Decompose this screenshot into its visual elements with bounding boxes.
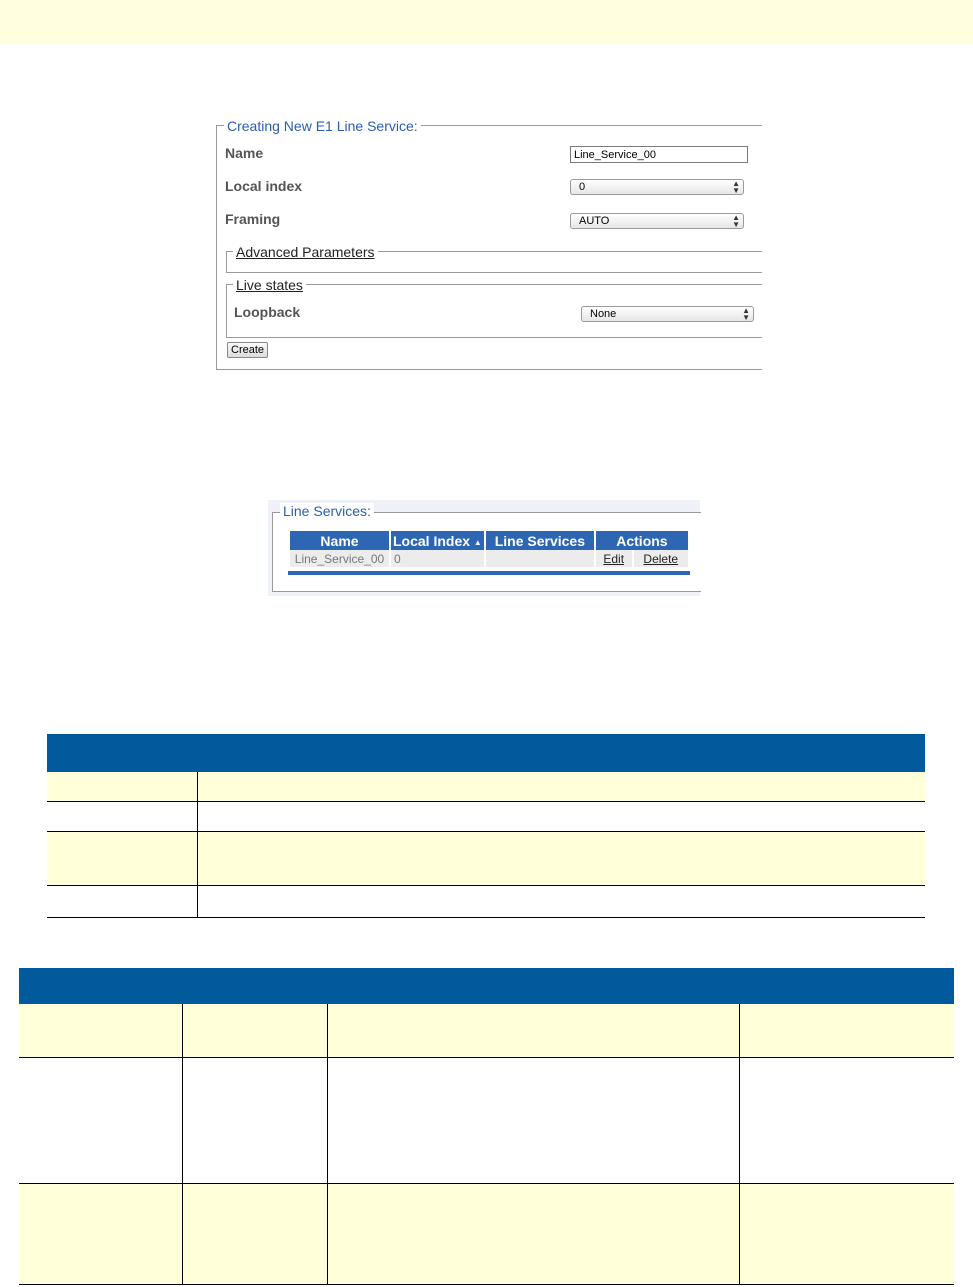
loopback-label: Loopback xyxy=(234,304,301,320)
create-line-service-screenshot xyxy=(213,112,761,370)
table-header-cell xyxy=(19,968,182,1004)
page-header-band xyxy=(0,0,973,44)
column-header-local-index[interactable]: Local Index ▲ xyxy=(393,532,482,549)
local-index-value: 0 xyxy=(579,181,586,193)
select-arrows-icon: ▲ ▼ xyxy=(732,179,740,195)
parameters-table xyxy=(47,734,925,918)
table-header-cell xyxy=(182,968,327,1004)
table-row xyxy=(47,886,925,918)
select-arrows-icon: ▲ ▼ xyxy=(742,306,750,322)
row-line-services xyxy=(486,550,594,567)
sort-ascending-icon: ▲ xyxy=(473,537,482,547)
table-row xyxy=(19,1004,954,1058)
framing-value: AUTO xyxy=(579,215,610,227)
row-name: Line_Service_00 xyxy=(290,550,389,567)
framing-label: Framing xyxy=(225,211,281,227)
row-local-index: 0 xyxy=(391,550,484,567)
edit-link[interactable]: Edit xyxy=(596,550,632,567)
advanced-parameters-legend[interactable]: Advanced Parameters xyxy=(233,244,378,260)
column-header-actions: Actions xyxy=(596,531,688,550)
table-header-cell xyxy=(739,968,954,1004)
line-services-table xyxy=(288,531,690,567)
local-index-select[interactable] xyxy=(570,179,744,195)
details-table xyxy=(19,968,954,1285)
create-button[interactable]: Create xyxy=(227,342,268,358)
table-header-cell xyxy=(327,968,739,1004)
framing-select[interactable] xyxy=(570,213,744,229)
table-row xyxy=(19,1184,954,1285)
delete-link[interactable]: Delete xyxy=(634,550,688,567)
table-row xyxy=(47,772,925,802)
table-row xyxy=(47,802,925,832)
column-header-line-services[interactable]: Line Services xyxy=(486,531,594,550)
loopback-select[interactable] xyxy=(581,306,754,322)
line-services-screenshot xyxy=(268,500,700,596)
column-header-name[interactable]: Name xyxy=(290,531,389,550)
loopback-value: None xyxy=(590,308,617,320)
line-services-legend: Line Services: xyxy=(280,503,374,519)
table-row xyxy=(19,1058,954,1184)
live-states-legend[interactable]: Live states xyxy=(233,277,306,293)
name-label: Name xyxy=(225,145,264,161)
name-input[interactable] xyxy=(570,146,748,163)
select-arrows-icon: ▲ ▼ xyxy=(732,213,740,229)
create-line-service-legend: Creating New E1 Line Service: xyxy=(224,118,421,134)
table-footer-bar xyxy=(288,571,690,575)
table-header-cell xyxy=(47,734,197,772)
table-row xyxy=(47,832,925,886)
local-index-label: Local index xyxy=(225,178,303,194)
table-row xyxy=(290,550,688,567)
table-header-cell xyxy=(197,734,925,772)
